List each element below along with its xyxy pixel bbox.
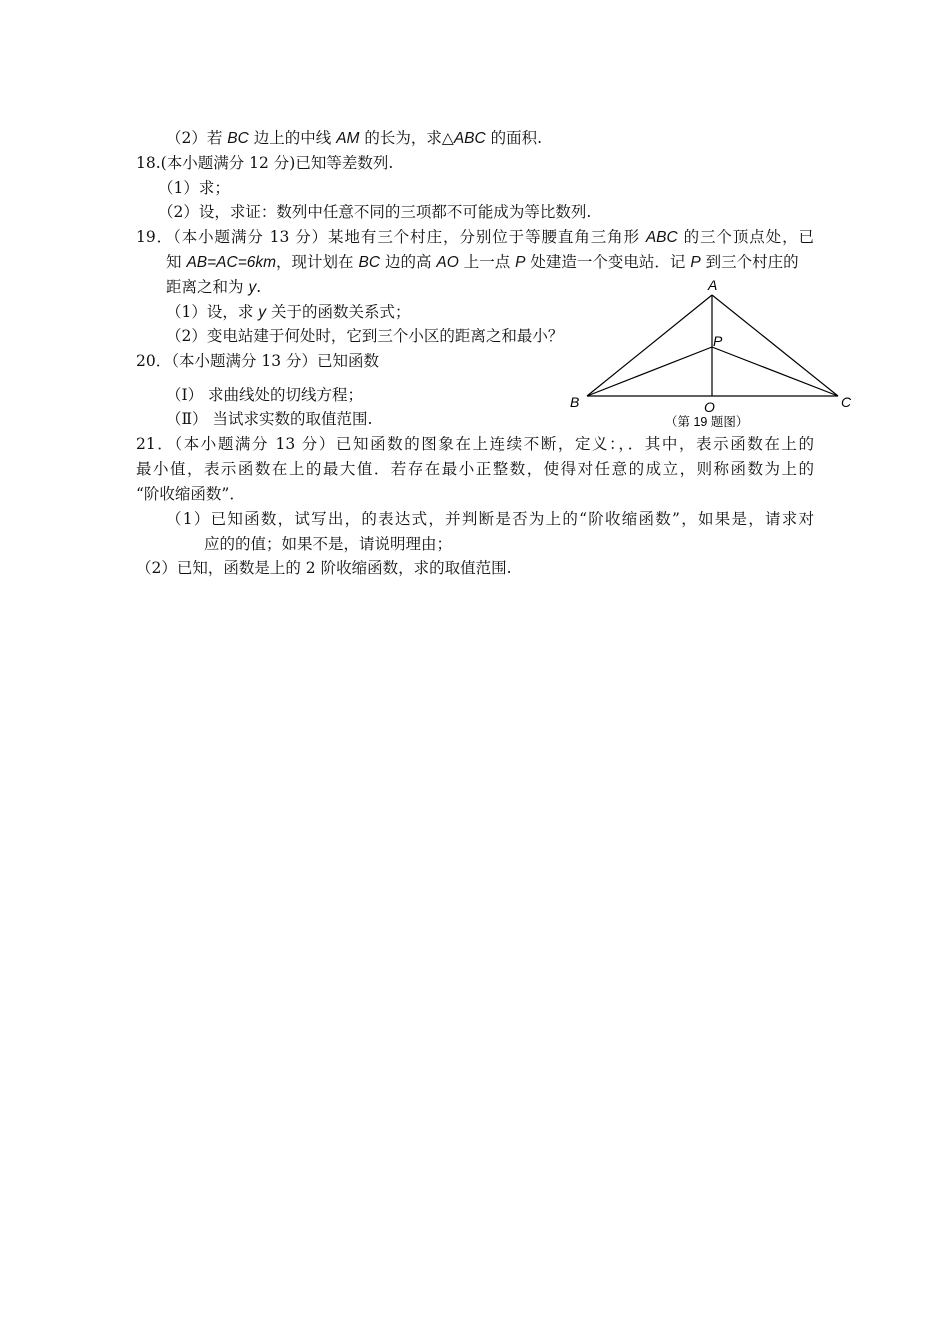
q21-part1-line2: 应的的值；如果不是，请说明理由； [204, 535, 453, 553]
q21-line2: 最小值，表示函数在上的最大值．若存在最小正整数，使得对任意的成立，则称函数为上的 [136, 460, 814, 478]
text-fragment: 的三个顶点处，已 [677, 228, 814, 246]
text-fragment: 边上的中线 [248, 129, 337, 147]
side-ac [712, 295, 838, 396]
segment-pc [712, 347, 838, 396]
q20-stem: 20．（本小题满分 13 分）已知函数 [136, 352, 380, 370]
label-a: A [708, 277, 718, 293]
math-p: P [690, 254, 701, 271]
side-ab [587, 295, 712, 396]
q21-part2: （2）已知，函数是上的 2 阶收缩函数，求的取值范围. [136, 559, 512, 577]
q21-line3: “阶收缩函数”． [136, 485, 245, 503]
q21-line1: 21．（本小题满分 13 分）已知函数的图象在上连续不断，定义：，．其中，表示函数在上的 [136, 435, 814, 453]
text-fragment: 关于的函数关系式； [266, 303, 411, 321]
math-y: y [248, 279, 257, 296]
text-fragment: ，现计划在 [276, 253, 359, 271]
math-bc: BC [358, 254, 381, 271]
math-abc: ABC [453, 130, 486, 147]
text-fragment: 处建造一个变电站．记 [525, 253, 691, 271]
math-abc: ABC [645, 229, 678, 246]
text-fragment: 19．（本小题满分 13 分）某地有三个村庄，分别位于等腰直角三角形 [136, 228, 646, 246]
text-fragment: . [256, 278, 262, 296]
math-p: P [515, 254, 526, 271]
label-c: C [841, 394, 852, 410]
q20-part1: （Ⅰ） 求曲线处的切线方程； [166, 386, 364, 404]
label-b: B [570, 394, 580, 410]
q19-figure [560, 274, 860, 434]
q19-line2 [166, 252, 799, 273]
figure-caption: （第 19 题图） [665, 415, 749, 429]
text-fragment: 上一点 [458, 253, 516, 271]
label-p: P [713, 333, 723, 349]
math-am: AM [336, 130, 360, 147]
math-ao: AO [436, 254, 459, 271]
math-bc: BC [227, 130, 249, 147]
q18-part1: （1）求； [158, 179, 230, 197]
label-o: O [704, 399, 715, 415]
q17-part2 [166, 128, 542, 149]
text-fragment: 到三个村庄的 [700, 253, 799, 271]
text-fragment: （1）设，求 [166, 303, 259, 321]
q19-part2: （2）变电站建于何处时，它到三个小区的距离之和最小？ [166, 327, 564, 345]
q19-line3 [166, 277, 261, 298]
q18-part2: （2）设，求证：数列中任意不同的三项都不可能成为等比数列. [158, 203, 592, 221]
segment-pb [587, 347, 712, 396]
math-ab-ac: AB=AC=6km [186, 254, 277, 271]
q19-line1 [136, 227, 814, 248]
q19-part1 [166, 302, 410, 323]
q20-part2: （Ⅱ） 当试求实数的取值范围. [166, 410, 373, 428]
text-fragment: 的长为，求△ [359, 129, 454, 147]
text-fragment: 距离之和为 [166, 278, 249, 296]
text-fragment: 边的高 [380, 253, 437, 271]
text-fragment: 知 [166, 253, 187, 271]
text-fragment: 的面积. [485, 129, 543, 147]
q18-stem: 18.(本小题满分 12 分)已知等差数列. [136, 154, 394, 172]
text-fragment: （2）若 [166, 129, 228, 147]
math-y: y [258, 304, 267, 321]
q21-part1-line1: （1）已知函数，试写出，的表达式，并判断是否为上的“阶收缩函数”，如果是，请求对 [166, 510, 814, 528]
